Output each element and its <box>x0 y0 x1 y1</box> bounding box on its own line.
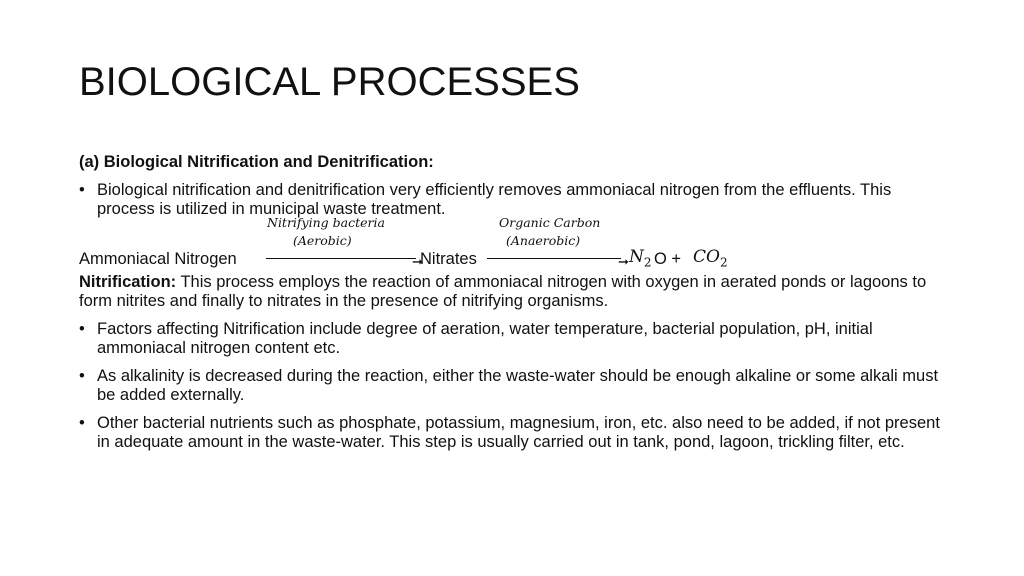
product-co2 <box>693 248 728 272</box>
list-item <box>79 320 949 358</box>
arrow1-line <box>266 258 416 259</box>
arrow2-condition-top: Organic Carbon <box>499 215 601 230</box>
arrow2-condition-bottom: (Anaerobic) <box>506 233 581 248</box>
reactant-label: Ammoniacal Nitrogen <box>79 250 237 268</box>
arrow2-line <box>487 258 621 259</box>
n2o-subscript: 2 <box>643 255 652 270</box>
arrow2-head-icon: ➞ <box>618 254 629 269</box>
list-item-text: As alkalinity is decreased during the reaction, either the waste-water should be enough alkaline or some alkali must be added externally. <box>97 367 939 404</box>
bullet-marker: • <box>79 181 85 199</box>
product-n2o <box>629 248 652 272</box>
intermediate-label: Nitrates <box>420 250 477 268</box>
nitrification-label: Nitrification: <box>79 273 177 291</box>
slide-content <box>79 153 949 452</box>
n2o-tail: O + <box>654 250 682 268</box>
list-item <box>79 367 949 405</box>
arrow1-head-icon: ➞ <box>412 254 423 269</box>
arrow1-condition-top: Nitrifying bacteria <box>267 215 385 230</box>
list-item-text: Factors affecting Nitrification include degree of aeration, water temperature, bacterial population, pH, initial ammoniacal nitrogen content etc. <box>97 320 873 357</box>
list-item <box>79 414 949 452</box>
list-item-text: Other bacterial nutrients such as phosphate, potassium, magnesium, iron, etc. also need to be added, if not present in adequate amount in the waste-water. This step is usually carried out in tank, pond, lagoon, trickling filter, etc. <box>97 414 940 451</box>
nitrification-text: This process employs the reaction of ammoniacal nitrogen with oxygen in aerated ponds or lagoons to form nitrites and finally to nitrates in the presence of nitrifying organisms. <box>79 273 927 310</box>
slide-title: BIOLOGICAL PROCESSES <box>79 60 580 104</box>
nitrification-paragraph <box>79 273 949 311</box>
bullet-marker: • <box>79 367 85 385</box>
arrow1-condition-bottom: (Aerobic) <box>293 233 352 248</box>
section-heading: (a) Biological Nitrification and Denitrification: <box>79 153 434 171</box>
bullet-marker: • <box>79 320 85 338</box>
co2-main: CO <box>693 247 720 267</box>
bullet-marker: • <box>79 414 85 432</box>
co2-subscript: 2 <box>719 255 728 270</box>
intro-bullet-text: Biological nitrification and denitrification very efficiently removes ammoniacal nitrogen from the effluents. This process is utilized in municipal waste treatment. <box>97 181 892 218</box>
reaction-equation <box>79 217 949 269</box>
n2o-main: N <box>629 247 644 267</box>
